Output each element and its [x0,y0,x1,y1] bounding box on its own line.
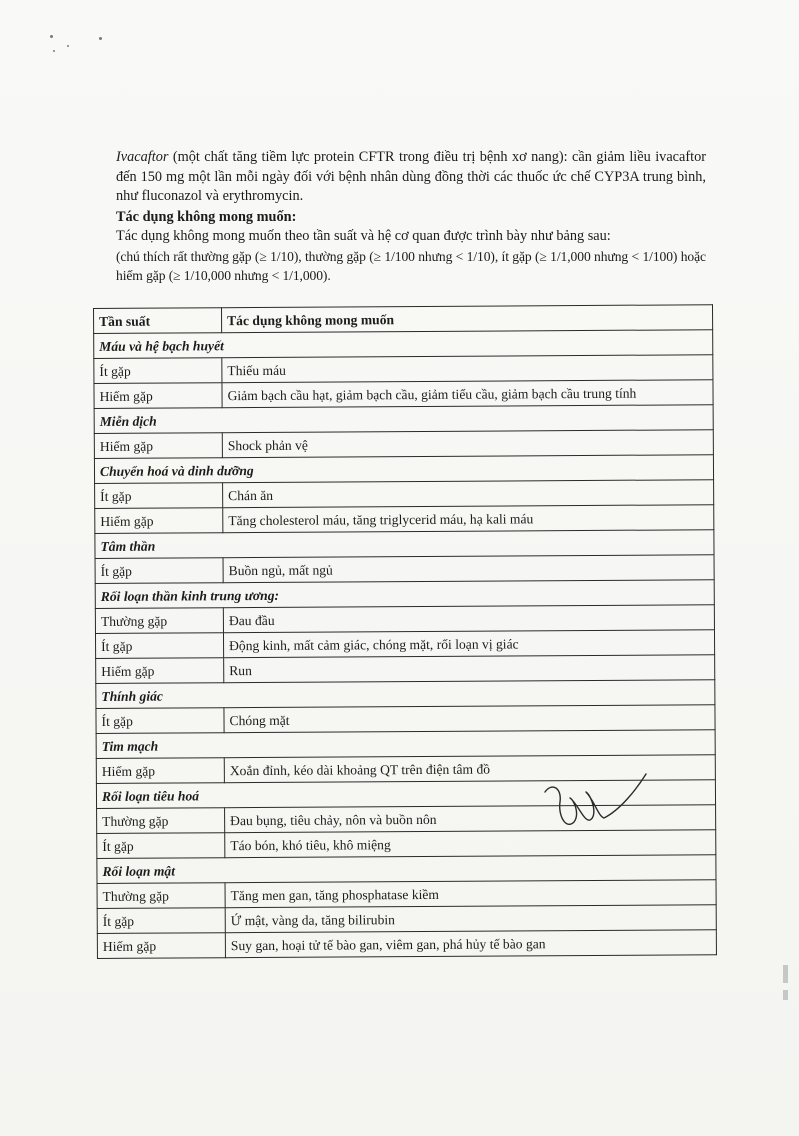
table-row [95,505,714,534]
frequency-cell: Thường gặp [95,608,223,634]
group-title: Máu và hệ bạch huyết [94,330,713,359]
frequency-note: (chú thích rất thường gặp (≥ 1/10), thường gặp (≥ 1/100 nhưng < 1/10), ít gặp (≥ 1/1,000 nhưng < 1/100) hoặc hiếm gặp (≥ 1/10,000 nhưng < 1/1,000). [116,248,706,283]
effect-cell: Tăng men gan, tăng phosphatase kiềm [225,880,716,908]
frequency-cell: Hiếm gặp [95,508,223,534]
effect-cell: Chóng mặt [224,705,715,733]
drug-name: Ivacaftor [116,149,169,165]
table-row [95,480,714,509]
frequency-cell: Ít gặp [96,708,224,734]
frequency-cell: Hiếm gặp [96,758,224,784]
group-row [94,455,713,484]
effect-cell: Run [224,655,715,683]
table-row [95,630,714,659]
effect-cell: Đau bụng, tiêu chảy, nôn và buồn nôn [225,805,716,833]
interaction-paragraph [116,148,706,207]
group-title: Tâm thần [95,530,714,559]
table-row [94,355,713,384]
group-title: Miễn dịch [94,405,713,434]
group-title: Rối loạn mật [97,855,716,884]
table-row [95,555,714,584]
group-row [96,730,715,759]
scan-speck [53,50,55,52]
scan-speck [67,45,69,47]
effect-cell: Buồn ngủ, mất ngủ [223,555,714,583]
table-row [94,380,713,409]
handwritten-signature-icon [540,770,650,840]
group-row [94,330,713,359]
group-title: Rối loạn thần kinh trung ương: [95,580,714,609]
effect-cell: Đau đầu [223,605,714,633]
scan-edge-mark [783,965,788,983]
frequency-cell: Ít gặp [94,358,222,384]
table-row [96,655,715,684]
effect-cell: Chán ăn [223,480,714,508]
header-effects: Tác dụng không mong muốn [222,305,713,333]
scan-edge-mark [783,990,788,1000]
adverse-effects-table [93,304,717,959]
group-title: Rối loạn tiêu hoá [96,780,715,809]
table-header-row [94,305,713,334]
scan-speck [50,35,53,38]
frequency-cell: Hiếm gặp [94,433,222,459]
frequency-cell: Hiếm gặp [97,933,225,959]
section-heading: Tác dụng không mong muốn: [116,208,297,225]
group-title: Thính giác [96,680,715,709]
effect-cell: Thiếu máu [222,355,713,383]
group-row [97,855,716,884]
table-row [97,905,716,934]
table-row [95,605,714,634]
table-row [97,930,716,959]
group-title: Chuyển hoá và dinh dưỡng [94,455,713,484]
frequency-cell: Ít gặp [97,833,225,859]
effect-cell: Xoắn đỉnh, kéo dài khoảng QT trên điện tâm đồ [224,755,715,783]
table-row [94,430,713,459]
frequency-cell: Thường gặp [97,808,225,834]
frequency-cell: Ít gặp [97,908,225,934]
effect-cell: Ứ mật, vàng da, tăng bilirubin [225,905,716,933]
effect-cell: Shock phản vệ [222,430,713,458]
section-description: Tác dụng không mong muốn theo tần suất và hệ cơ quan được trình bày như bảng sau: [116,228,611,244]
interaction-text: (một chất tăng tiềm lực protein CFTR trong điều trị bệnh xơ nang): cần giảm liều ivacaftor đến 150 mg một lần mỗi ngày đối với bệnh nhân dùng đồng thời các thuốc ức chế CYP3A trung bình, như fluconazol và erythromycin. [116,149,706,204]
table-row [97,880,716,909]
frequency-cell: Ít gặp [95,483,223,509]
frequency-cell: Hiếm gặp [94,383,222,409]
effect-cell: Táo bón, khó tiêu, khô miệng [225,830,716,858]
group-row [94,405,713,434]
group-row [96,680,715,709]
effect-cell: Tăng cholesterol máu, tăng triglycerid máu, hạ kali máu [223,505,714,533]
group-title: Tim mạch [96,730,715,759]
intro-section [116,148,706,286]
effect-cell: Suy gan, hoại tử tế bào gan, viêm gan, phá hủy tế bào gan [225,930,716,958]
group-row [95,530,714,559]
group-row [95,580,714,609]
table-row [96,705,715,734]
header-frequency: Tần suất [94,308,222,334]
effect-cell: Giảm bạch cầu hạt, giảm bạch cầu, giảm tiểu cầu, giảm bạch cầu trung tính [222,380,713,408]
scan-speck [99,37,102,40]
frequency-cell: Ít gặp [95,633,223,659]
effect-cell: Động kinh, mất cảm giác, chóng mặt, rối loạn vị giác [223,630,714,658]
frequency-cell: Ít gặp [95,558,223,584]
frequency-cell: Hiếm gặp [96,658,224,684]
frequency-cell: Thường gặp [97,883,225,909]
